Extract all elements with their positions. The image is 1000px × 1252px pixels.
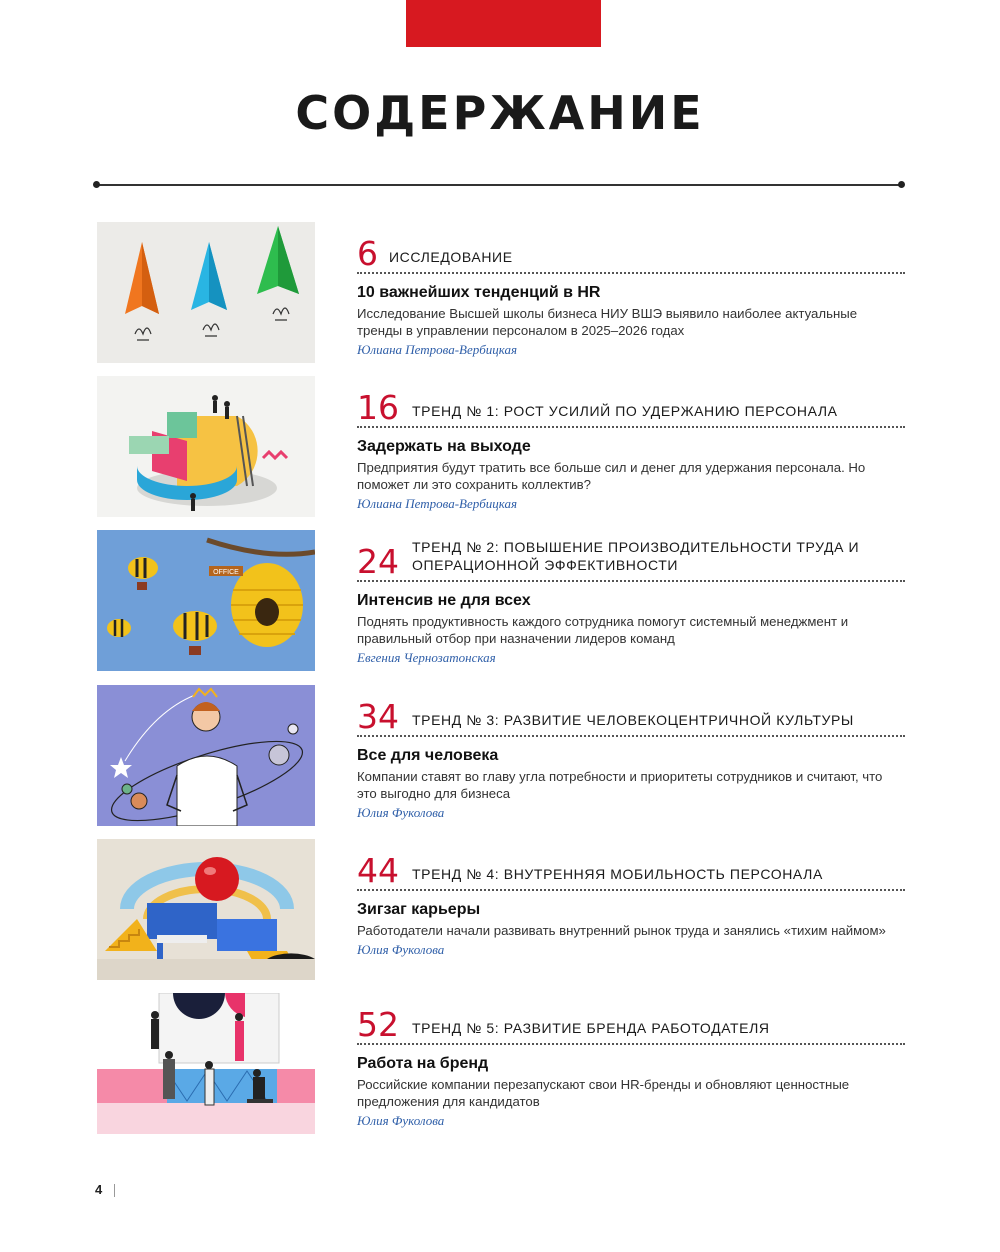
page-number: 34: [357, 697, 399, 736]
entry-header: [357, 376, 905, 428]
person-planets-illustration: [97, 685, 315, 826]
article-headline[interactable]: Зигзаг карьеры: [357, 901, 481, 918]
entry-header: [357, 685, 905, 737]
article-description: Исследование Высшей школы бизнеса НИУ ВШЭ выявило наиболее актуальные тренды в управлении персоналом в 2025–2026 годах: [357, 306, 858, 338]
article-author: Евгения Чернозатонская: [357, 650, 496, 665]
article-description: Компании ставят во главу угла потребности и приоритеты сотрудников и считают, что это выгодно для бизнеса: [357, 769, 883, 801]
page-number: 16: [357, 388, 399, 427]
page-title: СОДЕРЖАНИЕ: [295, 86, 705, 140]
toc-entry-research[interactable]: [97, 222, 905, 364]
article-author: Юлия Фуколова: [357, 805, 445, 820]
article-headline[interactable]: 10 важнейших тенденций в HR: [357, 284, 601, 301]
article-description: Поднять продуктивность каждого сотрудника помогут системный менеджмент и правильный отбор при назначении лидеров команд: [357, 614, 849, 646]
footer-separator: [114, 1184, 115, 1197]
article-author: Юлиана Петрова-Вербицкая: [357, 342, 518, 357]
section-title: ИССЛЕДОВАНИЕ: [389, 249, 513, 265]
article-headline[interactable]: Задержать на выходе: [357, 438, 531, 455]
article-headline[interactable]: Все для человека: [357, 747, 499, 764]
page-number: 52: [357, 1005, 399, 1044]
footer-page-number: 4: [95, 1182, 103, 1197]
top-red-tab: [406, 0, 601, 47]
entry-header: [357, 993, 905, 1045]
section-title: ТРЕНД № 1: РОСТ УСИЛИЙ ПО УДЕРЖАНИЮ ПЕРСОНАЛА: [412, 403, 838, 419]
title-divider: [96, 184, 902, 186]
toc-entry-trend-5[interactable]: [97, 993, 905, 1135]
pie-chart-people-illustration: [97, 376, 315, 517]
page-number: 44: [357, 851, 399, 890]
article-author: Юлиана Петрова-Вербицкая: [357, 496, 518, 511]
geometric-stairs-illustration: [97, 839, 315, 980]
toc-entry-trend-4[interactable]: [97, 839, 905, 981]
team-brand-illustration: [97, 993, 315, 1134]
paper-planes-illustration: [97, 222, 315, 363]
article-author: Юлия Фуколова: [357, 942, 445, 957]
article-headline[interactable]: Интенсив не для всех: [357, 592, 531, 609]
section-title: ТРЕНД № 3: РАЗВИТИЕ ЧЕЛОВЕКОЦЕНТРИЧНОЙ КУЛЬТУРЫ: [412, 712, 854, 728]
article-headline[interactable]: Работа на бренд: [357, 1055, 489, 1072]
section-title: ТРЕНД № 4: ВНУТРЕННЯЯ МОБИЛЬНОСТЬ ПЕРСОНАЛА: [412, 866, 823, 882]
office-sign-text: OFFICE: [213, 569, 239, 576]
toc-entry-trend-2[interactable]: [97, 530, 905, 672]
entry-header: [357, 839, 905, 891]
article-description: Работодатели начали развивать внутренний рынок труда и занялись «тихим наймом»: [357, 923, 886, 938]
section-title: ТРЕНД № 2: ПОВЫШЕНИЕ ПРОИЗВОДИТЕЛЬНОСТИ ТРУДА И ОПЕРАЦИОННОЙ ЭФФЕКТИВНОСТИ: [412, 539, 860, 573]
toc-entry-trend-3[interactable]: [97, 685, 905, 827]
toc-entry-trend-1[interactable]: [97, 376, 905, 518]
page-number: 24: [357, 542, 399, 581]
article-description: Российские компании перезапускают свои HR-бренды и обновляют ценностные предложения для кандидатов: [357, 1077, 850, 1109]
article-author: Юлия Фуколова: [357, 1113, 445, 1128]
entry-header: [357, 530, 905, 582]
page-number: 6: [357, 234, 378, 273]
entry-header: [357, 222, 905, 274]
section-title: ТРЕНД № 5: РАЗВИТИЕ БРЕНДА РАБОТОДАТЕЛЯ: [412, 1020, 770, 1036]
article-description: Предприятия будут тратить все больше сил и денег для удержания персонала. Но поможет ли это сохранить коллектив?: [357, 460, 866, 492]
bees-beehive-illustration: [97, 530, 315, 671]
